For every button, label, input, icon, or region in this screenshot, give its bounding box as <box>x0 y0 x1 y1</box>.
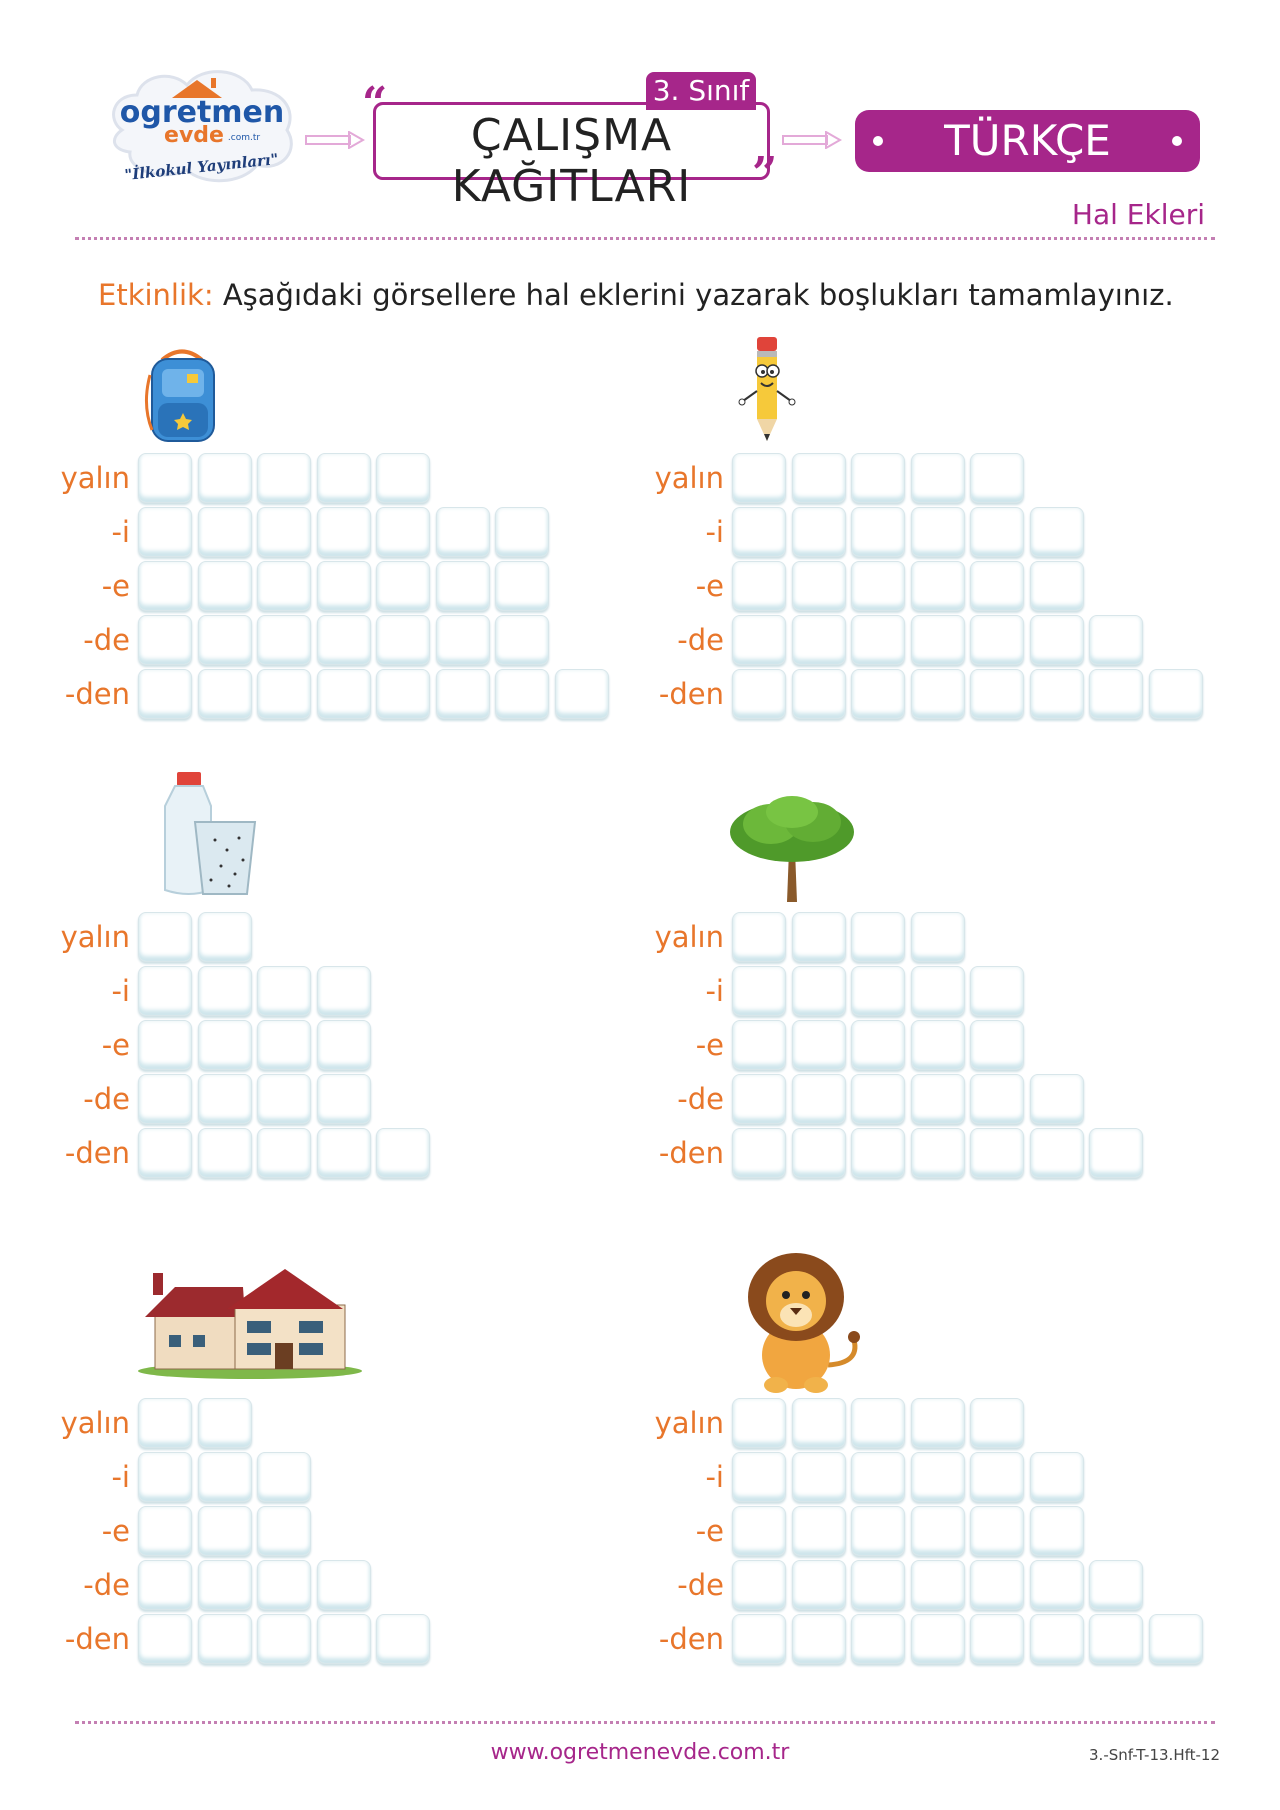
case-label: -i <box>705 515 724 549</box>
letter-box[interactable] <box>376 507 430 557</box>
letter-box[interactable] <box>970 561 1024 611</box>
letter-box[interactable] <box>970 669 1024 719</box>
letter-box[interactable] <box>1030 1128 1084 1178</box>
letter-box[interactable] <box>792 615 846 665</box>
letter-box[interactable] <box>911 966 965 1016</box>
letter-box[interactable] <box>198 1074 252 1124</box>
letter-box[interactable] <box>1030 615 1084 665</box>
letter-box[interactable] <box>376 453 430 503</box>
case-label: -de <box>677 623 724 657</box>
letter-box[interactable] <box>138 1020 192 1070</box>
letter-box[interactable] <box>911 615 965 665</box>
letter-box[interactable] <box>911 453 965 503</box>
letter-box[interactable] <box>970 1074 1024 1124</box>
letter-box[interactable] <box>911 1506 965 1556</box>
letter-box[interactable] <box>495 615 549 665</box>
letter-box[interactable] <box>792 453 846 503</box>
letter-box[interactable] <box>792 561 846 611</box>
instruction-text: Aşağıdaki görsellere hal eklerini yazarak boşlukları tamamlayınız. <box>222 278 1174 312</box>
ogretmenevde-logo <box>102 60 302 200</box>
letter-box[interactable] <box>732 453 786 503</box>
letter-box[interactable] <box>1030 669 1084 719</box>
letter-box[interactable] <box>317 966 371 1016</box>
letter-box[interactable] <box>317 1560 371 1610</box>
case-label: -de <box>677 1082 724 1116</box>
case-label: -i <box>705 974 724 1008</box>
letter-box[interactable] <box>732 1452 786 1502</box>
letter-box[interactable] <box>138 1506 192 1556</box>
letter-box[interactable] <box>851 561 905 611</box>
letter-box[interactable] <box>198 1020 252 1070</box>
footer-url: www.ogretmenevde.com.tr <box>490 1740 790 1765</box>
letter-box[interactable] <box>198 561 252 611</box>
subject-label: TÜRKÇE <box>944 116 1111 165</box>
letter-box[interactable] <box>257 669 311 719</box>
page-title: ÇALIŞMA KAĞITLARI <box>451 110 692 212</box>
case-label: yalın <box>654 461 724 495</box>
case-label: -de <box>83 623 130 657</box>
letter-box[interactable] <box>851 507 905 557</box>
letter-box[interactable] <box>1089 615 1143 665</box>
lion-picture <box>740 1245 870 1395</box>
letter-box[interactable] <box>970 453 1024 503</box>
quote-open-icon: “ <box>362 78 388 129</box>
letter-box[interactable] <box>138 507 192 557</box>
case-label: yalın <box>60 920 130 954</box>
letter-box[interactable] <box>792 1074 846 1124</box>
letter-box[interactable] <box>851 1398 905 1448</box>
letter-box[interactable] <box>257 1452 311 1502</box>
letter-box[interactable] <box>138 1398 192 1448</box>
letter-box[interactable] <box>257 1506 311 1556</box>
letter-box[interactable] <box>317 1128 371 1178</box>
case-label: -den <box>658 1136 724 1170</box>
case-label: yalın <box>60 1406 130 1440</box>
letter-box[interactable] <box>732 669 786 719</box>
letter-box[interactable] <box>911 1020 965 1070</box>
letter-box[interactable] <box>436 507 490 557</box>
letter-box[interactable] <box>198 615 252 665</box>
instruction-label: Etkinlik: <box>98 278 214 312</box>
logo-domain: .com.tr <box>227 133 261 143</box>
letter-box[interactable] <box>138 1128 192 1178</box>
letter-box[interactable] <box>732 1398 786 1448</box>
letter-box[interactable] <box>376 669 430 719</box>
letter-box[interactable] <box>1030 1560 1084 1610</box>
letter-box[interactable] <box>732 1074 786 1124</box>
case-label: -e <box>695 569 724 603</box>
letter-box[interactable] <box>376 1614 430 1664</box>
letter-box[interactable] <box>911 669 965 719</box>
case-label: -i <box>111 515 130 549</box>
letter-box[interactable] <box>732 1614 786 1664</box>
letter-box[interactable] <box>436 561 490 611</box>
letter-box[interactable] <box>138 1074 192 1124</box>
letter-box[interactable] <box>851 912 905 962</box>
letter-box[interactable] <box>317 507 371 557</box>
arrow-right-icon <box>305 131 365 149</box>
letter-box[interactable] <box>138 615 192 665</box>
letter-box[interactable] <box>376 615 430 665</box>
letter-box[interactable] <box>792 1020 846 1070</box>
letter-box[interactable] <box>851 615 905 665</box>
letter-box[interactable] <box>1030 1074 1084 1124</box>
case-label: -e <box>101 1028 130 1062</box>
letter-box[interactable] <box>1030 1452 1084 1502</box>
letter-box[interactable] <box>317 615 371 665</box>
letter-box[interactable] <box>555 669 609 719</box>
letter-box[interactable] <box>317 669 371 719</box>
letter-box[interactable] <box>138 966 192 1016</box>
letter-box[interactable] <box>138 453 192 503</box>
instruction <box>98 278 1174 312</box>
divider <box>75 1721 1215 1724</box>
case-label: -e <box>101 569 130 603</box>
subject-badge <box>855 110 1200 172</box>
case-label: yalın <box>60 461 130 495</box>
letter-box[interactable] <box>138 561 192 611</box>
letter-box[interactable] <box>851 1452 905 1502</box>
letter-box[interactable] <box>257 1614 311 1664</box>
letter-box[interactable] <box>732 615 786 665</box>
letter-box[interactable] <box>970 615 1024 665</box>
letter-box[interactable] <box>495 561 549 611</box>
letter-box[interactable] <box>257 561 311 611</box>
letter-box[interactable] <box>257 507 311 557</box>
topic-label: Hal Ekleri <box>1071 198 1205 231</box>
letter-box[interactable] <box>257 1560 311 1610</box>
letter-box[interactable] <box>851 1560 905 1610</box>
letter-box[interactable] <box>1030 1614 1084 1664</box>
letter-box[interactable] <box>970 1398 1024 1448</box>
house-picture <box>135 1265 365 1380</box>
letter-box[interactable] <box>851 1506 905 1556</box>
letter-box[interactable] <box>732 1506 786 1556</box>
quote-close-icon: ” <box>752 148 778 199</box>
letter-box[interactable] <box>970 1020 1024 1070</box>
letter-box[interactable] <box>911 1614 965 1664</box>
case-label: yalın <box>654 1406 724 1440</box>
water-glass-picture <box>155 770 265 900</box>
case-label: -i <box>111 1460 130 1494</box>
letter-box[interactable] <box>257 1020 311 1070</box>
letter-box[interactable] <box>257 1128 311 1178</box>
letter-box[interactable] <box>1149 669 1203 719</box>
case-label: -den <box>658 1622 724 1656</box>
case-label: -den <box>64 1622 130 1656</box>
letter-box[interactable] <box>792 507 846 557</box>
letter-box[interactable] <box>495 507 549 557</box>
letter-box[interactable] <box>198 1128 252 1178</box>
letter-box[interactable] <box>317 453 371 503</box>
letter-box[interactable] <box>732 1128 786 1178</box>
pencil-picture <box>735 335 800 445</box>
letter-box[interactable] <box>1149 1614 1203 1664</box>
letter-box[interactable] <box>317 1614 371 1664</box>
letter-box[interactable] <box>970 1452 1024 1502</box>
case-label: yalın <box>654 920 724 954</box>
backpack-picture <box>140 345 225 445</box>
letter-box[interactable] <box>970 966 1024 1016</box>
logo-text-bottom: evde <box>164 123 224 148</box>
letter-box[interactable] <box>792 1398 846 1448</box>
letter-box[interactable] <box>851 1614 905 1664</box>
letter-box[interactable] <box>138 1560 192 1610</box>
letter-box[interactable] <box>198 507 252 557</box>
case-label: -de <box>83 1082 130 1116</box>
letter-box[interactable] <box>198 966 252 1016</box>
letter-box[interactable] <box>970 1560 1024 1610</box>
letter-box[interactable] <box>495 669 549 719</box>
letter-box[interactable] <box>1089 1614 1143 1664</box>
letter-box[interactable] <box>792 1128 846 1178</box>
case-label: -i <box>111 974 130 1008</box>
letter-box[interactable] <box>732 507 786 557</box>
letter-box[interactable] <box>792 1614 846 1664</box>
letter-box[interactable] <box>970 507 1024 557</box>
case-label: -den <box>64 677 130 711</box>
letter-box[interactable] <box>198 453 252 503</box>
letter-box[interactable] <box>970 1614 1024 1664</box>
letter-box[interactable] <box>911 1398 965 1448</box>
letter-box[interactable] <box>198 1452 252 1502</box>
letter-box[interactable] <box>257 453 311 503</box>
letter-box[interactable] <box>1030 507 1084 557</box>
letter-box[interactable] <box>198 669 252 719</box>
letter-box[interactable] <box>792 912 846 962</box>
letter-box[interactable] <box>257 615 311 665</box>
case-label: -e <box>695 1514 724 1548</box>
letter-box[interactable] <box>1030 561 1084 611</box>
letter-box[interactable] <box>198 1506 252 1556</box>
letter-box[interactable] <box>732 561 786 611</box>
letter-box[interactable] <box>792 669 846 719</box>
letter-box[interactable] <box>851 1128 905 1178</box>
letter-box[interactable] <box>257 966 311 1016</box>
letter-box[interactable] <box>436 615 490 665</box>
letter-box[interactable] <box>792 1560 846 1610</box>
case-label: -den <box>658 677 724 711</box>
letter-box[interactable] <box>911 561 965 611</box>
case-label: -e <box>695 1028 724 1062</box>
bullet-icon <box>873 136 883 146</box>
letter-box[interactable] <box>732 966 786 1016</box>
grade-badge: 3. Sınıf <box>646 72 756 110</box>
letter-box[interactable] <box>851 1074 905 1124</box>
letter-box[interactable] <box>911 1560 965 1610</box>
letter-box[interactable] <box>138 1452 192 1502</box>
letter-box[interactable] <box>851 669 905 719</box>
letter-box[interactable] <box>198 912 252 962</box>
letter-box[interactable] <box>376 561 430 611</box>
letter-box[interactable] <box>792 966 846 1016</box>
case-label: -den <box>64 1136 130 1170</box>
case-label: -de <box>677 1568 724 1602</box>
letter-box[interactable] <box>257 1074 311 1124</box>
letter-box[interactable] <box>911 507 965 557</box>
letter-box[interactable] <box>732 1560 786 1610</box>
letter-box[interactable] <box>1089 669 1143 719</box>
letter-box[interactable] <box>198 1398 252 1448</box>
arrow-right-icon <box>782 131 842 149</box>
letter-box[interactable] <box>317 1020 371 1070</box>
letter-box[interactable] <box>138 669 192 719</box>
letter-box[interactable] <box>970 1128 1024 1178</box>
letter-box[interactable] <box>198 1614 252 1664</box>
letter-box[interactable] <box>911 1452 965 1502</box>
letter-box[interactable] <box>436 669 490 719</box>
bullet-icon <box>1172 136 1182 146</box>
letter-box[interactable] <box>138 912 192 962</box>
case-label: -e <box>101 1514 130 1548</box>
logo-slogan: "İlkokul Yayınları" <box>123 149 280 185</box>
case-label: -de <box>83 1568 130 1602</box>
letter-box[interactable] <box>732 912 786 962</box>
letter-box[interactable] <box>792 1452 846 1502</box>
letter-box[interactable] <box>911 1074 965 1124</box>
letter-box[interactable] <box>138 1614 192 1664</box>
letter-box[interactable] <box>198 1560 252 1610</box>
letter-box[interactable] <box>851 1020 905 1070</box>
logo-text-top: ogretmen <box>119 95 285 130</box>
letter-box[interactable] <box>851 453 905 503</box>
letter-box[interactable] <box>911 912 965 962</box>
tree-picture <box>725 790 860 905</box>
letter-box[interactable] <box>911 1128 965 1178</box>
letter-box[interactable] <box>317 1074 371 1124</box>
letter-box[interactable] <box>792 1506 846 1556</box>
letter-box[interactable] <box>1089 1128 1143 1178</box>
letter-box[interactable] <box>317 561 371 611</box>
letter-box[interactable] <box>1089 1560 1143 1610</box>
letter-box[interactable] <box>1030 1506 1084 1556</box>
letter-box[interactable] <box>851 966 905 1016</box>
letter-box[interactable] <box>376 1128 430 1178</box>
footer-code: 3.-Snf-T-13.Hft-12 <box>1089 1746 1220 1764</box>
case-label: -i <box>705 1460 724 1494</box>
letter-box[interactable] <box>970 1506 1024 1556</box>
letter-box[interactable] <box>732 1020 786 1070</box>
divider <box>75 237 1215 240</box>
